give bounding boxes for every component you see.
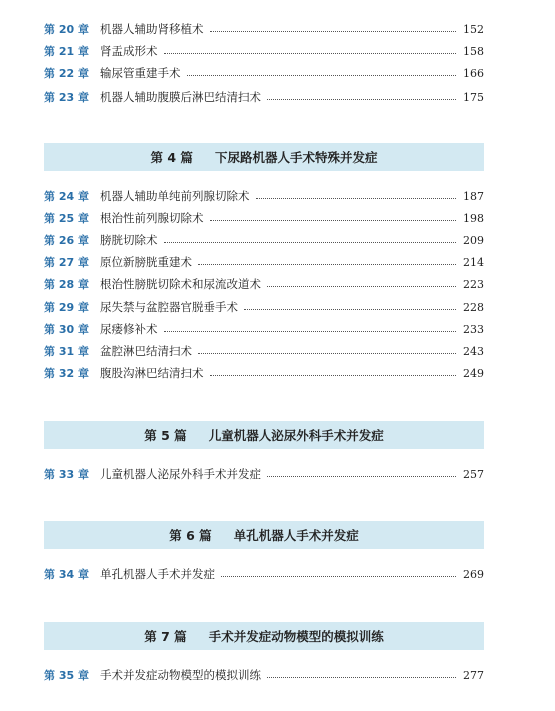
toc-entry[interactable] (44, 209, 484, 227)
chapter-number: 第 31 章 (44, 345, 89, 358)
chapter-title: 根治性膀胱切除术和尿流改道术 (100, 277, 261, 291)
toc-entry[interactable] (44, 565, 484, 583)
part-number: 第 5 篇 (144, 428, 187, 443)
page-number: 209 (463, 233, 484, 247)
chapter-number: 第 34 章 (44, 568, 89, 581)
page-number: 187 (463, 189, 484, 203)
chapter-number: 第 23 章 (44, 91, 89, 104)
chapter-number: 第 27 章 (44, 256, 89, 269)
dot-leader (210, 30, 457, 32)
part-number: 第 7 篇 (144, 629, 187, 644)
chapter-title: 肾盂成形术 (100, 44, 158, 58)
toc-entry[interactable] (44, 64, 484, 82)
part-number: 第 6 篇 (169, 528, 212, 543)
page-number: 233 (463, 322, 484, 336)
part-title: 手术并发症动物模型的模拟训练 (208, 629, 384, 644)
dot-leader (164, 52, 457, 54)
dot-leader (267, 285, 456, 287)
page-number: 243 (463, 344, 484, 358)
page-number: 198 (463, 211, 484, 225)
dot-leader (198, 263, 456, 265)
chapter-title: 根治性前列腺切除术 (100, 211, 204, 225)
chapter-title: 机器人辅助单纯前列腺切除术 (100, 189, 250, 203)
chapter-title: 盆腔淋巴结清扫术 (100, 344, 192, 358)
chapter-number: 第 35 章 (44, 669, 89, 682)
chapter-title: 手术并发症动物模型的模拟训练 (100, 668, 261, 682)
toc-entry[interactable] (44, 88, 484, 106)
chapter-number: 第 28 章 (44, 278, 89, 291)
dot-leader (210, 219, 457, 221)
toc-entry[interactable] (44, 364, 484, 382)
chapter-number: 第 24 章 (44, 190, 89, 203)
toc-entry[interactable] (44, 187, 484, 205)
chapter-title: 尿失禁与盆腔器官脱垂手术 (100, 300, 238, 314)
toc-entry[interactable] (44, 253, 484, 271)
chapter-title: 腹股沟淋巴结清扫术 (100, 366, 204, 380)
chapter-title: 膀胱切除术 (100, 233, 158, 247)
page-number: 249 (463, 366, 484, 380)
toc-entry[interactable] (44, 42, 484, 60)
chapter-number: 第 21 章 (44, 45, 89, 58)
dot-leader (164, 330, 457, 332)
chapter-number: 第 30 章 (44, 323, 89, 336)
toc-entry[interactable] (44, 231, 484, 249)
dot-leader (267, 98, 456, 100)
part-title: 儿童机器人泌尿外科手术并发症 (208, 428, 384, 443)
toc-entry[interactable] (44, 465, 484, 483)
page-number: 166 (463, 66, 484, 80)
dot-leader (244, 308, 456, 310)
page-number: 277 (463, 668, 484, 682)
part-heading (44, 421, 484, 449)
chapter-title: 机器人辅助腹膜后淋巴结清扫术 (100, 90, 261, 104)
dot-leader (267, 475, 456, 477)
chapter-title: 单孔机器人手术并发症 (100, 567, 215, 581)
part-heading (44, 143, 484, 171)
chapter-title: 机器人辅助肾移植术 (100, 22, 204, 36)
toc-entry[interactable] (44, 666, 484, 684)
toc-entry[interactable] (44, 275, 484, 293)
dot-leader (267, 676, 456, 678)
page-number: 214 (463, 255, 484, 269)
chapter-number: 第 33 章 (44, 468, 89, 481)
part-title: 单孔机器人手术并发症 (233, 528, 359, 543)
dot-leader (210, 374, 457, 376)
dot-leader (221, 575, 456, 577)
chapter-number: 第 20 章 (44, 23, 89, 36)
dot-leader (187, 74, 457, 76)
toc-entry[interactable] (44, 298, 484, 316)
dot-leader (198, 352, 456, 354)
page-number: 223 (463, 277, 484, 291)
page-number: 228 (463, 300, 484, 314)
part-heading (44, 521, 484, 549)
chapter-number: 第 32 章 (44, 367, 89, 380)
part-title: 下尿路机器人手术特殊并发症 (214, 150, 378, 165)
chapter-number: 第 25 章 (44, 212, 89, 225)
toc-entry[interactable] (44, 320, 484, 338)
part-number: 第 4 篇 (150, 150, 193, 165)
dot-leader (256, 197, 457, 199)
toc-entry[interactable] (44, 20, 484, 38)
page-number: 257 (463, 467, 484, 481)
chapter-number: 第 29 章 (44, 301, 89, 314)
chapter-number: 第 22 章 (44, 67, 89, 80)
page-number: 269 (463, 567, 484, 581)
chapter-title: 原位新膀胱重建术 (100, 255, 192, 269)
page-number: 175 (463, 90, 484, 104)
chapter-number: 第 26 章 (44, 234, 89, 247)
page-number: 158 (463, 44, 484, 58)
chapter-title: 儿童机器人泌尿外科手术并发症 (100, 467, 261, 481)
dot-leader (164, 241, 457, 243)
chapter-title: 输尿管重建手术 (100, 66, 181, 80)
chapter-title: 尿瘘修补术 (100, 322, 158, 336)
part-heading (44, 622, 484, 650)
page-number: 152 (463, 22, 484, 36)
toc-entry[interactable] (44, 342, 484, 360)
